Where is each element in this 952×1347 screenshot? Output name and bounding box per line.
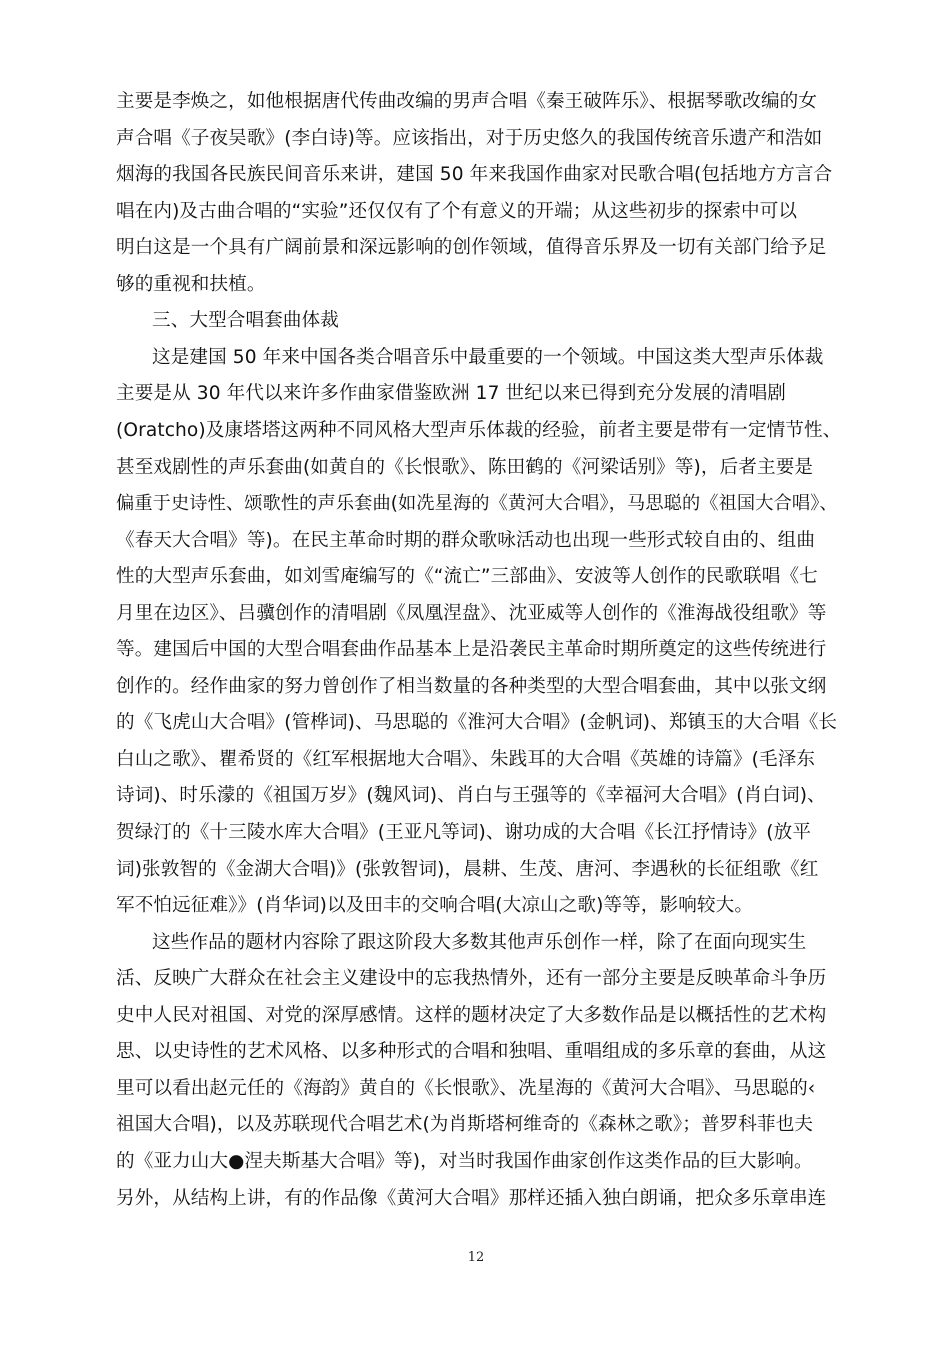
text-line: 创作的。经作曲家的努力曾创作了相当数量的各种类型的大型合唱套曲，其中以张文纲 bbox=[116, 675, 827, 697]
text-line: 诗词)、时乐濛的《祖国万岁》(魏风词)、肖白与王强等的《幸福河大合唱》(肖白词)、 bbox=[116, 785, 826, 807]
text-line: 唱在内)及古曲合唱的“实验”还仅仅有了个有意义的开端；从这些初步的探索中可以 bbox=[116, 200, 798, 222]
text-line: 烟海的我国各民族民间音乐来讲，建国 50 年来我国作曲家对民歌合唱(包括地方方言合 bbox=[116, 164, 833, 186]
page-number: 12 bbox=[467, 1250, 485, 1265]
text-line: 另外，从结构上讲，有的作品像《黄河大合唱》那样还插入独白朗诵，把众多乐章串连 bbox=[116, 1187, 827, 1209]
text-line: 的《飞虎山大合唱》(管桦词)、马思聪的《淮河大合唱》(金帆词)、郑镇玉的大合唱《长 bbox=[116, 712, 838, 734]
text-line: 思、以史诗性的艺术风格、以多种形式的合唱和独唱、重唱组成的多乐章的套曲，从这 bbox=[116, 1041, 827, 1063]
text-line: 甚至戏剧性的声乐套曲(如黄自的《长恨歌》、陈田鹤的《河梁话别》等)，后者主要是 bbox=[116, 456, 814, 478]
text-line: 够的重视和扶植。 bbox=[116, 273, 266, 295]
text-line: 声合唱《子夜吴歌》(李白诗)等。应该指出，对于历史悠久的我国传统音乐遗产和浩如 bbox=[116, 127, 823, 149]
text-line: 偏重于史诗性、颂歌性的声乐套曲(如冼星海的《黄河大合唱》，马思聪的《祖国大合唱》、 bbox=[116, 493, 838, 515]
text-line: 《春天大合唱》等)。在民主革命时期的群众歌咏活动也出现一些形式较自由的、组曲 bbox=[116, 529, 816, 551]
text-line: 词)张敦智的《金湖大合唱)》(张敦智词)，晨耕、生茂、唐河、李遇秋的长征组歌《红 bbox=[116, 858, 819, 880]
text-line: 等。建国后中国的大型合唱套曲作品基本上是沿袭民主革命时期所奠定的这些传统进行 bbox=[116, 639, 827, 661]
text-line: 明白这是一个具有广阔前景和深远影响的创作领域，值得音乐界及一切有关部门给予足 bbox=[116, 237, 827, 259]
text-line: 月里在边区》、吕骥创作的清唱剧《凤凰涅盘》、沈亚威等人创作的《淮海战役组歌》等 bbox=[116, 602, 827, 624]
text-line: 贺绿汀的《十三陵水库大合唱》(王亚凡等词)、谢功成的大合唱《长江抒情诗》(放平 bbox=[116, 822, 812, 843]
text-line: (Oratcho)及康塔塔这两种不同风格大型声乐体裁的经验，前者主要是带有一定情节性、 bbox=[116, 419, 842, 441]
paragraph-first-line: 这些作品的题材内容除了跟这阶段大多数其他声乐创作一样，除了在面向现实生 bbox=[152, 931, 807, 953]
text-line: 史中人民对祖国、对党的深厚感情。这样的题材决定了大多数作品是以概括性的艺术构 bbox=[116, 1004, 827, 1026]
paragraph-first-line: 三、大型合唱套曲体裁 bbox=[152, 310, 339, 332]
text-line: 里可以看出赵元任的《海韵》黄自的《长恨歌》、冼星海的《黄河大合唱》、马思聪的‹ bbox=[116, 1077, 816, 1099]
paragraph-first-line: 这是建国 50 年来中国各类合唱音乐中最重要的一个领域。中国这类大型声乐体裁 bbox=[152, 346, 824, 368]
text-line: 主要是李焕之，如他根据唐代传曲改编的男声合唱《秦王破阵乐》、根据琴歌改编的女 bbox=[116, 91, 818, 112]
text-line: 主要是从 30 年代以来许多作曲家借鉴欧洲 17 世纪以来已得到充分发展的清唱剧 bbox=[116, 383, 786, 405]
text-line: 白山之歌》、瞿希贤的《红军根据地大合唱》、朱践耳的大合唱《英雄的诗篇》(毛泽东 bbox=[116, 748, 816, 770]
text-line: 性的大型声乐套曲，如刘雪庵编写的《“流亡”三部曲》、安波等人创作的民歌联唱《七 bbox=[116, 566, 818, 588]
text-line: 的《亚力山大●涅夫斯基大合唱》等)，对当时我国作曲家创作这类作品的巨大影响。 bbox=[116, 1150, 813, 1172]
text-line: 祖国大合唱)，以及苏联现代合唱艺术(为肖斯塔柯维奇的《森林之歌》；普罗科菲也夫 bbox=[116, 1114, 814, 1136]
text-line: 军不怕远征难》》(肖华词)以及田丰的交响合唱(大凉山之歌)等等，影响较大。 bbox=[116, 895, 754, 917]
text-line: 活、反映广大群众在社会主义建设中的忘我热情外，还有一部分主要是反映革命斗争历 bbox=[116, 968, 827, 990]
